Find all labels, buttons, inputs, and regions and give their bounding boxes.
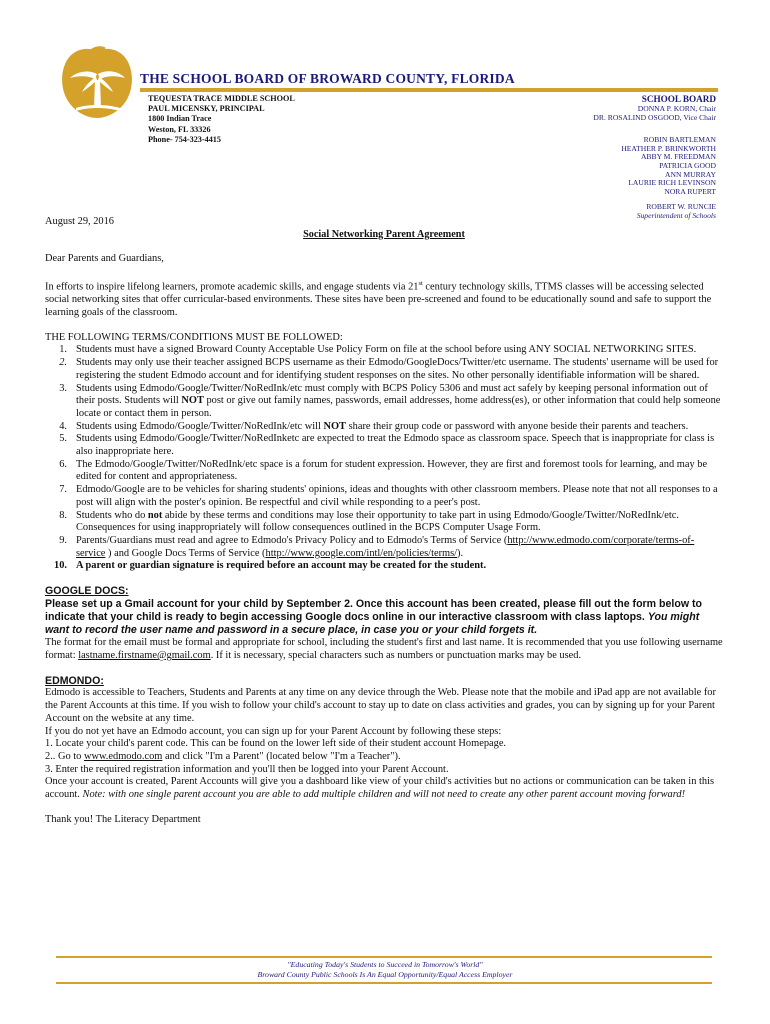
edmodo-step: 3. Enter the required registration information and you'll then be logged into your Parent Account.: [45, 763, 449, 775]
list-item: 10. A parent or guardian signature is required before an account may be created for the student.: [54, 560, 487, 572]
letter-date: August 29, 2016: [45, 216, 114, 227]
board-chair: DONNA P. KORN, Chair: [637, 104, 716, 113]
board-member: ANN MURRAY: [665, 169, 716, 179]
list-item: 2. Students may only use their teacher assigned BCPS username as their Edmodo/GoogleDocs/Twitter/etc username. The students' username will be used for registering the student Edmodo account and for identifying student responses on the sites. No other personally identifiable information will be shared.: [59, 357, 719, 381]
board-member: ABBY M. FREEDMAN: [640, 152, 716, 162]
edmodo-note: Once your account is created, Parent Accounts will give you a dashboard like view of your child's activities but no actions or communication can be taken in this account. Note: with one single parent account you are able to add multiple children and will not need to create any other parent account moving forward!: [45, 776, 714, 801]
edmodo-heading: EDMONDO:: [45, 674, 104, 687]
board-member: ROBIN BARTLEMAN: [643, 135, 716, 145]
edmodo-step: 1. Locate your child's parent code. This can be found on the lower left side of their student account Homepage.: [45, 738, 507, 750]
school-board-list: [593, 94, 716, 221]
footer-eeo: Broward County Public Schools Is An Equal Opportunity/Equal Access Employer: [257, 969, 513, 979]
list-item: 5. Students using Edmodo/Google/Twitter/NoRedInketc are expected to treat the Edmodo space as classroom space. Speech that is inappropriate for class is also inappropriate here.: [59, 433, 715, 458]
edmodo-terms-link[interactable]: http://www.edmodo.com/corporate/terms-of-service: [76, 534, 695, 559]
footer: [0, 960, 770, 979]
board-vice-chair: DR. ROSALIND OSGOOD, Vice Chair: [593, 112, 716, 122]
header-rule: [140, 88, 718, 92]
google-docs-heading: GOOGLE DOCS:: [45, 585, 129, 598]
edmodo-link[interactable]: www.edmodo.com: [83, 750, 163, 762]
terms-heading: THE FOLLOWING TERMS/CONDITIONS MUST BE FOLLOWED:: [45, 331, 343, 343]
letter-body: [45, 216, 723, 827]
school-name: TEQUESTA TRACE MIDDLE SCHOOL: [148, 94, 295, 103]
principal-name: PAUL MICENSKY, PRINCIPAL: [148, 104, 265, 114]
intro-paragraph: In efforts to inspire lifelong learners, promote academic skills, and engage students via 21st century technology skills, TTMS classes will be accessing selected social networking sites that offer curricular-based environments. These sites have been pre-screened and found to be educationally sound and safe to support the learning goals of the classroom.: [45, 280, 712, 318]
board-member: LAURIE RICH LEVINSON: [628, 178, 716, 188]
header-title: THE SCHOOL BOARD OF BROWARD COUNTY, FLORIDA: [140, 71, 515, 86]
edmodo-step: 2.. Go to www.edmodo.com and click "I'm a Parent" (located below "I'm a Teacher").: [45, 750, 401, 762]
terms-list: [45, 344, 723, 573]
school-board-heading: SCHOOL BOARD: [641, 94, 716, 104]
board-member: PATRICIA GOOD: [659, 160, 716, 170]
list-item: 8. Students who do not abide by these terms and conditions may lose their opportunity to take part in using Edmodo/Google/Twitter/NoRedInk/etc. Consequences for using inappropriately will follow consequences outlined in the BCPS Computer Usage Form.: [59, 509, 679, 534]
footer-rule: [56, 956, 712, 958]
list-item: 1. Students must have a signed Broward County Acceptable Use Policy Form on file at the school before using ANY SOCIAL NETWORKING SITES.: [59, 344, 697, 356]
list-item: 9. Parents/Guardians must read and agree to Edmodo's Privacy Policy and to Edmodo's Terms of Service (http://www.edmodo.com/corporate/terms-of-service ) and Google Docs Terms of Service (http://www.google.com/intl/en/policies/terms/).: [59, 534, 695, 559]
board-member: NORA RUPERT: [664, 186, 716, 196]
google-docs-instructions: Please set up a Gmail account for your child by September 2. Once this account has been created, please fill out the form below to indicate that your child is ready to begin accessing Google docs online in our interactive classroom with class laptops. You might want to record the user name and password in a secure place, in case you or your child forgets it.: [45, 597, 702, 637]
email-format-link[interactable]: lastname.firstname@gmail.com: [78, 650, 211, 662]
list-item: 4. Students using Edmodo/Google/Twitter/NoRedInk/etc will NOT share their group code or password with anyone beside their parents and teachers.: [59, 420, 689, 432]
google-docs-format: The format for the email must be formal and appropriate for school, including the student's first and last name. It is recommended that you use following username format: lastname.firstname@gmail.com. If it is necessary, special characters such as numbers or punctuation marks may be used.: [45, 637, 723, 662]
school-street: 1800 Indian Trace: [148, 114, 212, 124]
closing: Thank you! The Literacy Department: [45, 813, 201, 825]
school-city: Weston, FL 33326: [148, 124, 211, 134]
superintendent-name: ROBERT W. RUNCIE: [646, 202, 716, 212]
salutation: Dear Parents and Guardians,: [45, 253, 164, 265]
google-terms-link[interactable]: http://www.google.com/intl/en/policies/terms/: [265, 547, 458, 559]
list-item: 7. Edmodo/Google are to be vehicles for sharing students' opinions, ideas and thoughts with other classroom members. Please note that not all responses to a post will align with the poster's opinion. Be respectful and civil while responding to a peer's post.: [59, 484, 718, 508]
school-address-block: [148, 94, 295, 145]
edmodo-paragraph: Edmodo is accessible to Teachers, Students and Parents at any time on any device through the Web. Please note that the mobile and iPad app are not available for the Parent Accounts at this time. If you wish to follow your child's account to stay up to date on class activities and grades, you can by signing up for your Parent Account on the website at any time.: [45, 687, 716, 724]
footer-rule: [56, 982, 712, 984]
list-item: 6. The Edmodo/Google/Twitter/NoRedInk/etc space is a forum for student expression. However, they are first and foremost tools for learning, and may be edited for content and appropriateness.: [59, 458, 708, 483]
edmodo-steps-intro: If you do not yet have an Edmodo account, you can sign up for your Parent Account by following these steps:: [45, 725, 502, 737]
footer-motto: "Educating Today's Students to Succeed in Tomorrow's World": [287, 960, 483, 969]
superintendent-title: Superintendent of Schools: [636, 210, 716, 220]
school-phone: Phone- 754-323-4415: [148, 134, 221, 144]
list-item: 3. Students using Edmodo/Google/Twitter/NoRedInk/etc must comply with BCPS Policy 5306 and must act safely by keeping personal information out of their posts. Students will NOT post or give out family names, passwords, email addresses, home address(es), or other information that could help someone locate or contact them in person.: [59, 382, 721, 419]
letter-subject: Social Networking Parent Agreement: [303, 228, 465, 240]
board-member: HEATHER P. BRINKWORTH: [621, 143, 716, 153]
school-board-logo: [58, 44, 136, 122]
